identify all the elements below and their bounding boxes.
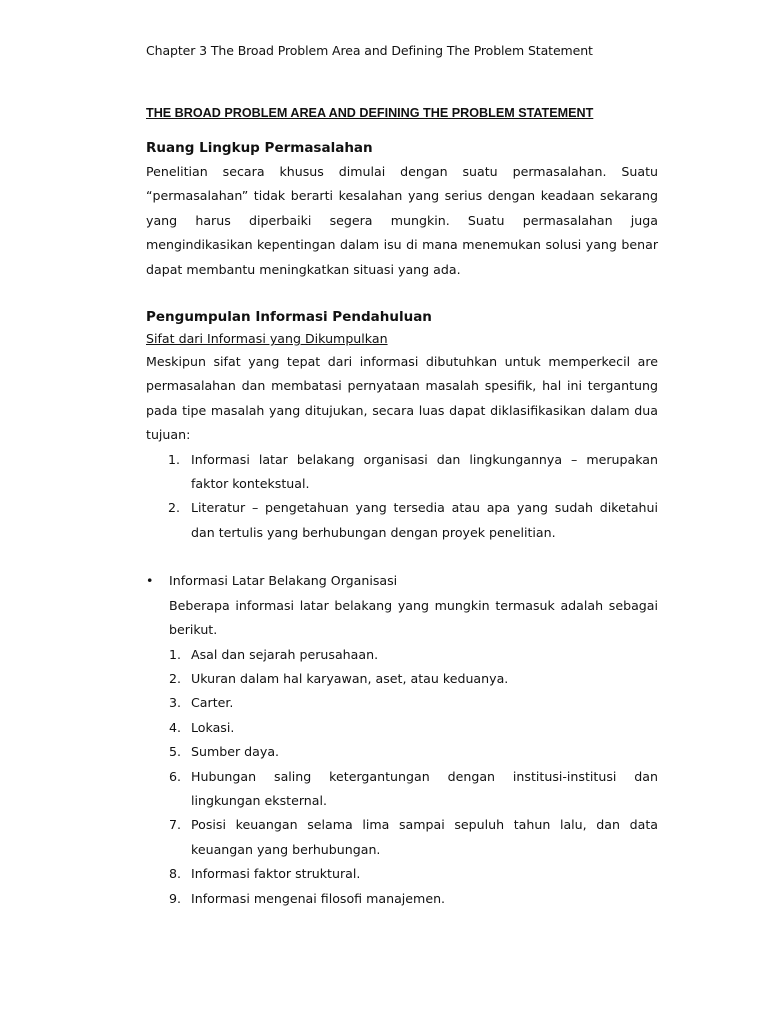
document-title: THE BROAD PROBLEM AREA AND DEFINING THE PROBLEM STATEMENT — [146, 106, 594, 120]
list-item-text: Literatur – pengetahuan yang tersedia atau apa yang sudah diketahui dan tertulis yang berhubungan dengan proyek penelitian. — [191, 500, 658, 540]
paragraph-ruang-lingkup: Penelitian secara khusus dimulai dengan suatu permasalahan. Suatu “permasalahan” tidak berarti kesalahan yang serius dengan keadaan sekarang yang harus diperbaiki segera mungkin. Suatu permasalahan juga mengindikasikan kepentingan dalam isu di mana menemukan solusi yang benar dapat membantu meningkatkan situasi yang ada. — [146, 164, 658, 277]
list-item-text: Sumber daya. — [191, 744, 280, 760]
list-item-text: Posisi keuangan selama lima sampai sepuluh tahun lalu, dan data keuangan yang berhubungan. — [191, 817, 658, 857]
bullet-intro: Beberapa informasi latar belakang yang mungkin termasuk adalah sebagai berikut. — [169, 597, 658, 638]
list-item-number: 9. — [169, 890, 182, 906]
list-item-text: Ukuran dalam hal karyawan, aset, atau keduanya. — [191, 670, 509, 686]
list-item-number: 1. — [169, 646, 182, 662]
list-item — [169, 716, 658, 740]
list-item-text: Asal dan sejarah perusahaan. — [191, 646, 379, 662]
tujuan-list — [146, 448, 658, 546]
list-item — [169, 691, 658, 715]
list-item — [169, 765, 658, 814]
list-item-number: 3. — [169, 695, 182, 711]
paragraph-sifat-informasi: Meskipun sifat yang tepat dari informasi dibutuhkan untuk memperkecil are permasalahan dan membatasi pernyataan masalah spesifik, hal ini tergantung pada tipe masalah yang ditujukan, secara luas dapat diklasifikasikan dalam dua tujuan: — [146, 354, 658, 443]
list-item-text: Hubungan saling ketergantungan dengan institusi-institusi dan lingkungan eksternal. — [191, 768, 658, 808]
list-item — [169, 862, 658, 886]
running-header: Chapter 3 The Broad Problem Area and Defining The Problem Statement — [146, 43, 593, 58]
list-item-text: Informasi mengenai filosofi manajemen. — [191, 890, 446, 906]
section-heading-pengumpulan: Pengumpulan Informasi Pendahuluan — [146, 309, 432, 326]
list-item-text: Carter. — [191, 695, 234, 711]
list-item — [146, 448, 658, 497]
list-item — [169, 887, 658, 911]
section-heading-ruang-lingkup: Ruang Lingkup Permasalahan — [146, 140, 373, 156]
latar-belakang-list — [169, 643, 658, 911]
list-item — [169, 740, 658, 764]
bullet-title: Informasi Latar Belakang Organisasi — [169, 573, 398, 589]
list-item-number: 2. — [168, 500, 181, 516]
list-item-number: 4. — [169, 719, 182, 735]
list-item-number: 2. — [169, 670, 182, 686]
list-item-number: 1. — [168, 451, 181, 467]
list-item-text: Informasi latar belakang organisasi dan lingkungannya – merupakan faktor kontekstual. — [191, 451, 658, 492]
list-item-number: 7. — [169, 817, 182, 833]
list-item-text: Lokasi. — [191, 719, 235, 735]
list-item-text: Informasi faktor struktural. — [191, 866, 361, 882]
list-item-number: 5. — [169, 744, 182, 760]
list-item-number: 6. — [169, 768, 182, 784]
list-item — [146, 496, 658, 545]
bullet-icon: • — [146, 573, 154, 589]
document-page — [146, 41, 658, 911]
bullet-section-latar-belakang — [146, 569, 658, 911]
list-item-number: 8. — [169, 866, 182, 882]
subheading-sifat-informasi: Sifat dari Informasi yang Dikumpulkan — [146, 331, 388, 347]
list-item — [169, 643, 658, 667]
list-item — [169, 813, 658, 862]
list-item — [169, 667, 658, 691]
